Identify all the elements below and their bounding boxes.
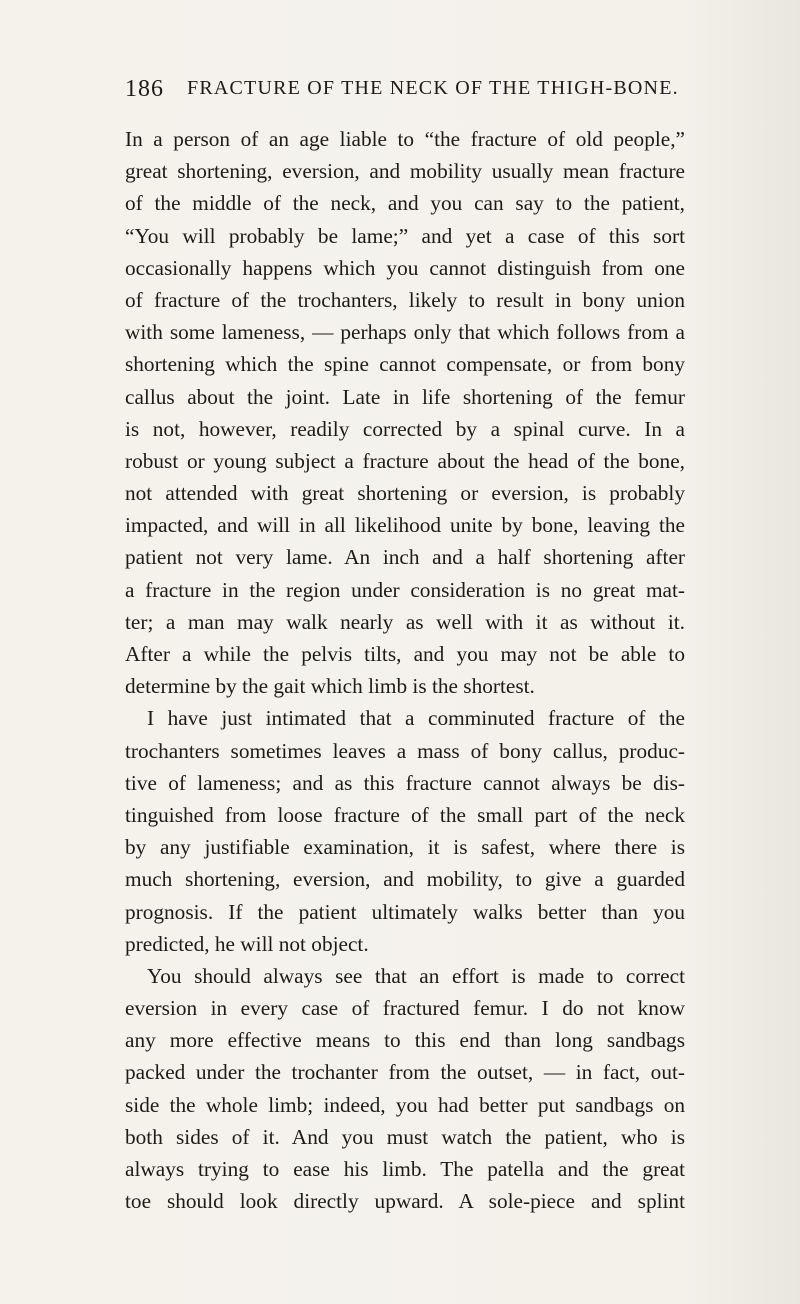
text-line: side the whole limb; indeed, you had better put sandbags on [125, 1092, 685, 1117]
text-line: shortening which the spine cannot compensate, or from bony [125, 352, 685, 377]
text-line: trochanters sometimes leaves a mass of bony callus, produc- [125, 738, 685, 763]
text-line: impacted, and will in all likelihood unite by bone, leaving the [125, 513, 685, 538]
text-line: with some lameness, — perhaps only that which follows from a [125, 320, 685, 345]
text-line: always trying to ease his limb. The patella and the great [125, 1157, 685, 1181]
text-line: packed under the trochanter from the outset, — in fact, out- [125, 1060, 685, 1085]
text-line: of fracture of the trochanters, likely to result in bony union [125, 287, 685, 312]
text-line: robust or young subject a fracture about the head of the bone, [125, 448, 685, 473]
text-line: of the middle of the neck, and you can say to the patient, [125, 191, 685, 216]
text-line: determine by the gait which limb is the shortest. [125, 674, 535, 699]
text-line: by any justifiable examination, it is safest, where there is [125, 835, 685, 860]
text-line: a fracture in the region under consideration is no great mat- [125, 577, 685, 602]
page-number: 186 [125, 76, 164, 102]
text-line: callus about the joint. Late in life shortening of the femur [125, 384, 685, 409]
text-line: “You will probably be lame;” and yet a case of this sort [125, 223, 685, 248]
running-head [125, 76, 685, 108]
text-line: any more effective means to this end than long sandbags [125, 1028, 685, 1053]
text-line: I have just intimated that a comminuted fracture of the [147, 706, 685, 731]
text-line: In a person of an age liable to “the fracture of old people,” [125, 127, 685, 151]
text-line: prognosis. If the patient ultimately walks better than you [125, 899, 685, 924]
text-line: ter; a man may walk nearly as well with it as without it. [125, 609, 685, 634]
text-line: toe should look directly upward. A sole-piece and splint [125, 1189, 685, 1214]
text-line: patient not very lame. An inch and a half shortening after [125, 545, 685, 570]
text-line: You should always see that an effort is made to correct [147, 963, 685, 988]
text-line: great shortening, eversion, and mobility usually mean fracture [125, 159, 685, 184]
text-line: is not, however, readily corrected by a spinal curve. In a [125, 416, 685, 441]
text-line: eversion in every case of fractured femur. I do not know [125, 996, 685, 1021]
text-line: much shortening, eversion, and mobility, to give a guarded [125, 867, 685, 892]
body-text [125, 123, 685, 1217]
text-line: After a while the pelvis tilts, and you may not be able to [125, 642, 685, 666]
text-line: both sides of it. And you must watch the patient, who is [125, 1124, 685, 1149]
text-line: tive of lameness; and as this fracture cannot always be dis- [125, 770, 685, 795]
text-line: tinguished from loose fracture of the small part of the neck [125, 802, 685, 827]
running-title: FRACTURE OF THE NECK OF THE THIGH-BONE. [187, 77, 679, 99]
text-line: occasionally happens which you cannot distinguish from one [125, 255, 685, 280]
text-line: predicted, he will not object. [125, 931, 369, 956]
text-line: not attended with great shortening or eversion, is probably [125, 481, 685, 506]
